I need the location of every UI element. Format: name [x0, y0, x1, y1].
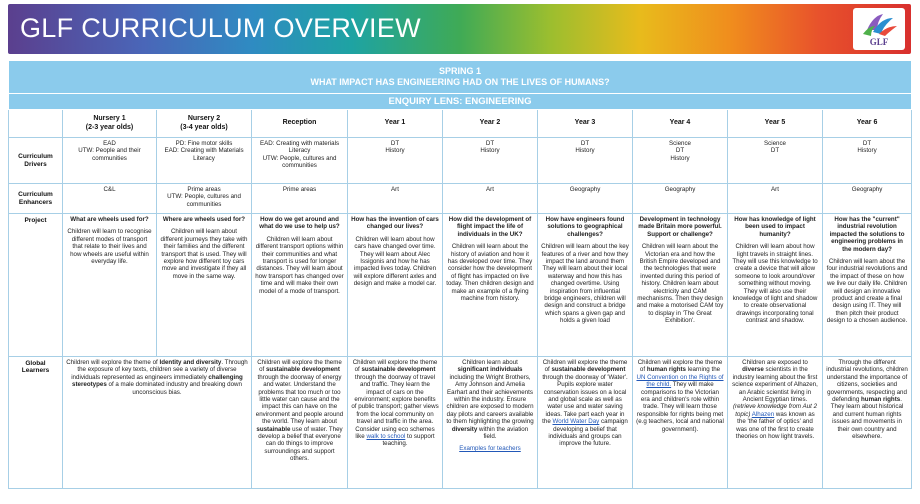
project-text: Children will learn to recognise different modes of transport that relate to their lives and how wheels are useful within everyday life. [67, 228, 152, 266]
project-cell [348, 214, 443, 357]
year-age: (2-3 year olds) [85, 123, 134, 131]
project-question: How do we get around and what do we use to help us? [259, 216, 340, 231]
driver-cell: EAD UTW: People and their communities [63, 138, 157, 184]
year-header-row [9, 110, 912, 138]
project-question: How has knowledge of light been used to impact humanity? [734, 216, 816, 238]
row-label-drivers: Curriculum Drivers [9, 138, 63, 184]
year-name: Year 5 [764, 119, 786, 127]
project-cell [633, 214, 728, 357]
text: Children will explore the theme of [637, 359, 723, 374]
un-convention-link[interactable]: UN Convention on the Rights of the child. [636, 373, 724, 389]
project-question: What are wheels used for? [70, 216, 149, 223]
year-header [538, 110, 633, 138]
text: Through the different industrial revolutions, children understand the importance of citizens, societies and governments, respecting and defending [826, 359, 908, 404]
row-label-project: Project [9, 214, 63, 357]
enhancer-cell: Geography [823, 184, 912, 214]
project-cell [157, 214, 252, 357]
text: within the aviation field. [477, 425, 529, 441]
global-learners-row [9, 357, 912, 489]
project-text: Children will learn about the Victorian era and how the British Empire developed and the technologies that were invented during this period of history. Children learn about electricity and CAM mechanisms. Then they design and make a motorised CAM toy to display in 'The Great Exhibition'. [636, 243, 724, 325]
year-header [728, 110, 823, 138]
project-cell [63, 214, 157, 357]
project-cell [728, 214, 823, 357]
bold-text: human rights [861, 396, 901, 404]
row-label-global: Global Learners [9, 357, 63, 489]
text: including the Wright Brothers, Amy Johnson and Amelia Earhart and their achievements within the industry. Ensure children are exposed to modern day pilots and careers available to them highlighting the growing [446, 373, 534, 426]
project-text: Children will learn about the key features of a river and how they impact the land around them They will learn about their local waterway and how this has changed overtime. Using inspiration from influential bridge engineers, children will design and construct a bridge which spans a given gap and holds a given load [541, 243, 629, 325]
year-header [633, 110, 728, 138]
bold-text: significant individuals [457, 366, 523, 374]
text: of a male dominated industry and breaking down unconscious bias. [106, 381, 242, 396]
alhazen-link[interactable]: Alhazen [751, 410, 775, 418]
enhancer-cell: C&L [63, 184, 157, 214]
enquiry-lens: ENQUIRY LENS: ENGINEERING [9, 94, 912, 110]
project-cell [823, 214, 912, 357]
project-text: Children will learn about the four industrial revolutions and the impact of these on how we live our daily life. Children will design an innovative product and create a final design using IT. They will then pitch their product design to a chosen audience. [826, 258, 908, 325]
project-cell [538, 214, 633, 357]
driver-cell: DT History [538, 138, 633, 184]
driver-cell: Science DT History [633, 138, 728, 184]
examples-for-teachers-link[interactable]: Examples for teachers [459, 445, 521, 453]
text: . Through the exposure of key texts, children see a variety of diverse individuals represented as engineers immediately [71, 359, 248, 381]
project-cell [443, 214, 538, 357]
text: through the doorway of travel and traffic. They learn the impact of cars on the environment; explore benefits of public transport; gather views from the local community on travel and traffic in the area. Consider using eco schemes like [351, 373, 439, 441]
term-label: SPRING 1 [439, 66, 482, 76]
project-question: Where are wheels used for? [162, 216, 246, 223]
drivers-row [9, 138, 912, 184]
project-text: Children will learn about different journeys they take with their families and the different transport that is used. They will explore how different toy cars move and investigate if they all move in the same way. [160, 228, 248, 280]
enhancer-cell: Geography [633, 184, 728, 214]
global-cell-nursery [63, 357, 252, 489]
year-header [157, 110, 252, 138]
bold-text: Identity and diversity [159, 359, 222, 366]
text: through the doorway of energy and water. Understand the problems that too much or too little water can cause and the impact this can have on the environment and people around the world. They learn about [255, 373, 344, 426]
driver-cell: DT History [443, 138, 538, 184]
text: Children will explore the theme of [542, 359, 628, 374]
driver-cell: DT History [823, 138, 912, 184]
bold-text: diverse [742, 366, 764, 374]
year-name: Year 1 [384, 119, 406, 127]
text: scientists in the industry learning about the first science experiment of Alhazen, an Arabic scientist living in Ancient Egyptian times. [732, 366, 818, 404]
text: Children will explore the theme of [257, 359, 342, 374]
text: learning the [686, 366, 721, 374]
text: through the doorway of 'Water'. Pupils explore water conservation issues on a local and global scale as well as water use and water saving ideas. Take part each year in the [542, 373, 628, 426]
project-question: How has the "current" industrial revolution impacted the solutions to engineering problems in the modern day? [829, 216, 905, 253]
driver-cell: DT History [348, 138, 443, 184]
bold-text: sustainable development [551, 366, 626, 374]
text: . They learn about historical and current human rights issues and movements in their own country and elsewhere. [830, 396, 904, 441]
year-header [823, 110, 912, 138]
text: campaign developing a belief that individuals and groups can improve the future. [548, 418, 628, 448]
year-header [63, 110, 157, 138]
world-water-day-link[interactable]: World Water Day [552, 418, 600, 426]
project-text: Children will learn about different transport options within their communities and what transport is used for longer distances. They will learn about how transport has changed over time and will make their own model of a mode of transport. [255, 235, 344, 295]
text: was known as the 'the father of optics' and was one of the first to create theories on how light travels. [735, 410, 815, 441]
global-cell-year4 [633, 357, 728, 489]
year-header [443, 110, 538, 138]
walk-to-school-link[interactable]: walk to school [366, 433, 406, 441]
year-name: Nursery 1 [93, 115, 126, 122]
enhancer-cell: Prime areas UTW: People, cultures and communities [157, 184, 252, 214]
enhancers-row [9, 184, 912, 214]
enhancer-cell: Art [443, 184, 538, 214]
enhancer-cell: Geography [538, 184, 633, 214]
enhancer-cell: Prime areas [252, 184, 348, 214]
project-text: Children will learn about the history of aviation and how it has developed over time. They consider how the development of flight has impacted on live today. Then children design and make an example of a flying machine from history. [446, 243, 534, 303]
global-cell-reception [252, 357, 348, 489]
project-question: How have engineers found solutions to geographical challenges? [545, 216, 625, 238]
bold-text: challenging stereotypes [72, 373, 243, 389]
year-age: (3-4 year olds) [180, 123, 228, 131]
global-cell-year1 [348, 357, 443, 489]
year-name: Reception [282, 119, 317, 127]
text: Children will explore the theme of [352, 359, 438, 374]
text: use of water. They develop a belief that everyone can do things to improve surroundings and support others. [258, 425, 343, 463]
project-question: Development in technology made Britain more powerful. Support or challenge? [638, 216, 722, 238]
curriculum-table [8, 60, 912, 489]
enhancer-cell: Art [728, 184, 823, 214]
bold-text: diversity [451, 425, 478, 433]
text: Children are exposed to [742, 359, 808, 366]
enhancer-cell: Art [348, 184, 443, 214]
row-label-enhancers: Curriculum Enhancers [9, 184, 63, 214]
project-text: Children will learn about how light travels in straight lines. They will use this knowledge to create a device that will allow someone to look around/over something without moving. They will also use their knowledge of light and shadow to create observational drawings incorporating tonal contrast and shadow. [732, 243, 818, 325]
project-row [9, 214, 912, 357]
bold-text: sustainable development [361, 366, 436, 374]
text: to support teaching. [382, 433, 435, 448]
project-question: How did the development of flight impact the life of individuals in the UK? [448, 216, 532, 238]
glf-logo [853, 8, 905, 50]
driver-cell: Science DT [728, 138, 823, 184]
year-header [348, 110, 443, 138]
text: Children will explore the theme of [66, 359, 160, 366]
text: They will make comparisons to the Victorian era and children's role within trade. They will learn those responsible for rights being met (e.g teachers, local and national government). [636, 381, 724, 433]
italic-text: (retrieve knowledge from Aut 2 topic) [732, 403, 818, 418]
bold-text: sustainable [256, 425, 291, 433]
project-question: How has the invention of cars changed our lives? [351, 216, 439, 231]
global-cell-year3 [538, 357, 633, 489]
text: Children learn about [462, 359, 518, 366]
year-name: Year 2 [479, 119, 501, 127]
term-header [9, 61, 912, 94]
global-cell-year2 [443, 357, 538, 489]
year-name: Year 6 [856, 119, 878, 127]
year-name: Year 4 [669, 119, 691, 127]
corner-cell [9, 110, 63, 138]
bird-logo-icon [853, 8, 905, 38]
global-cell-year5 [728, 357, 823, 489]
driver-cell: EAD: Creating with materials Literacy UTW: People, cultures and communities [252, 138, 348, 184]
page-title: GLF CURRICULUM OVERVIEW [20, 13, 421, 43]
logo-text: GLF [869, 37, 889, 47]
big-question: WHAT IMPACT HAS ENGINEERING HAD ON THE LIVES OF HUMANS? [310, 77, 610, 87]
title-banner [8, 4, 911, 54]
project-text: Children will learn about how cars have changed over time. They will learn about Alec Issigonis and how he has impacted lives today. Children will explore different axles and design and make a model car. [353, 235, 437, 288]
global-cell-year6 [823, 357, 912, 489]
year-header [252, 110, 348, 138]
driver-cell: PD: Fine motor skills EAD: Creating with Materials Literacy [157, 138, 252, 184]
year-name: Year 3 [574, 119, 596, 127]
year-name: Nursery 2 [187, 115, 221, 122]
bold-text: sustainable development [265, 366, 340, 374]
project-cell [252, 214, 348, 357]
bold-text: human rights [646, 366, 687, 374]
